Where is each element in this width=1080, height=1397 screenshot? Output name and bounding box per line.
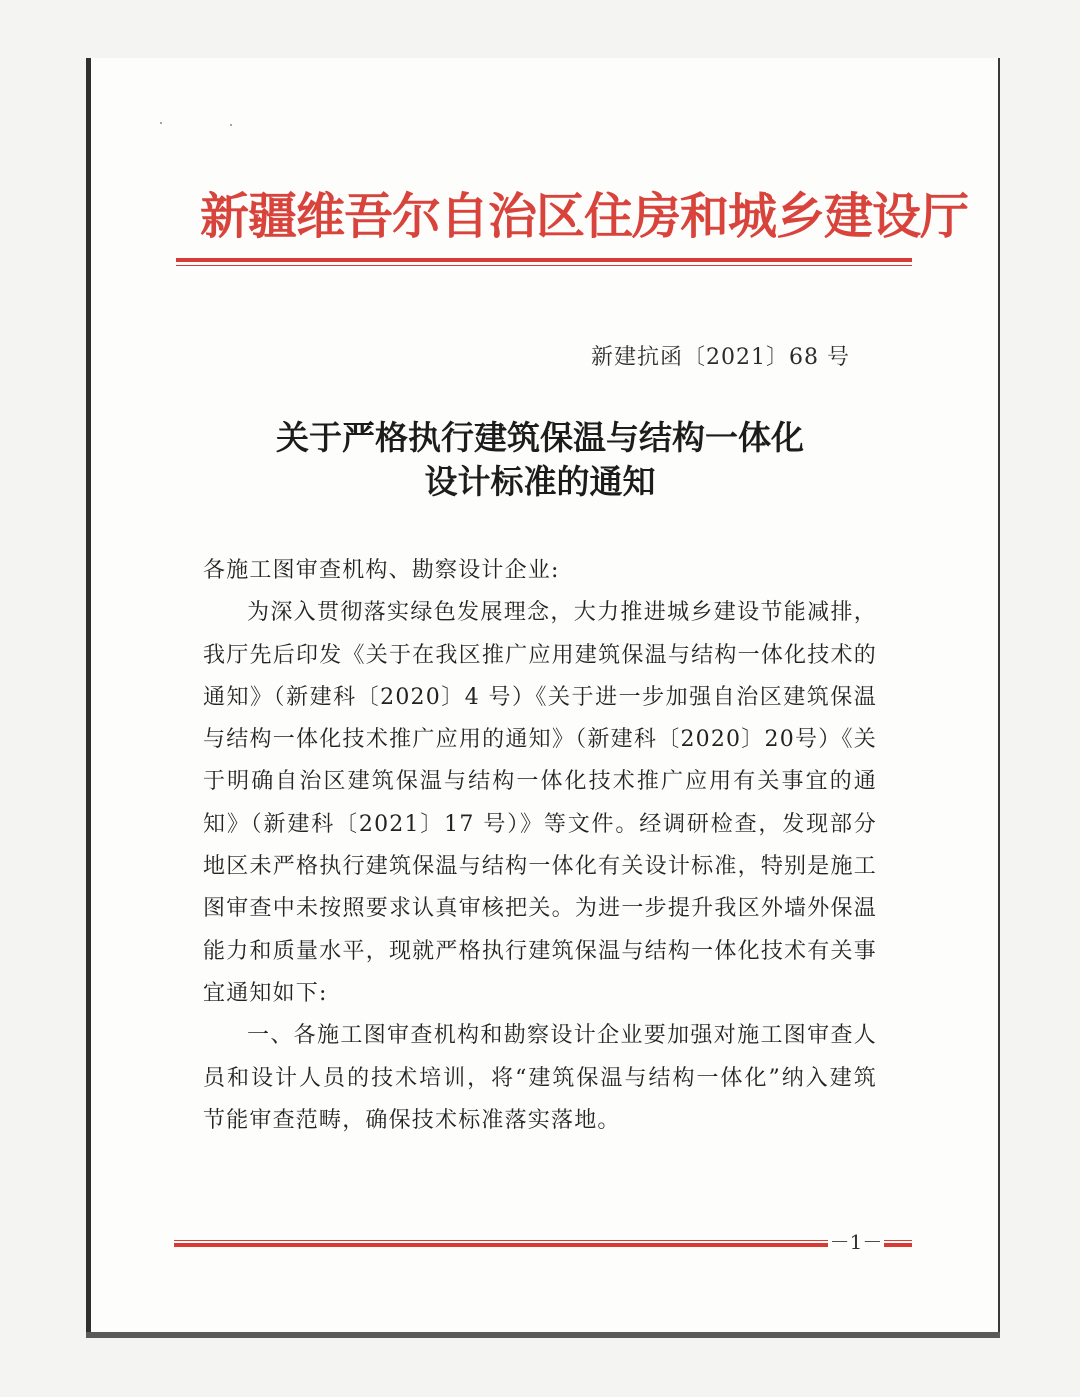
page-number: －1－ <box>828 1226 884 1255</box>
red-header-rule <box>176 258 912 266</box>
scan-speck <box>160 122 162 124</box>
salutation: 各施工图审查机构、勘察设计企业: <box>203 558 560 583</box>
body-paragraph-2: 一、各施工图审查机构和勘察设计企业要加强对施工图审查人员和设计人员的技术培训，将“建筑保温与结构一体化”纳入建筑节能审查范畴，确保技术标准落实落地。 <box>203 1023 877 1133</box>
page-left-edge <box>86 58 91 1338</box>
red-footer-rule <box>174 1240 912 1247</box>
body-paragraph-1: 为深入贯彻落实绿色发展理念，大力推进城乡建设节能减排，我厅先后印发《关于在我区推广应用建筑保温与结构一体化技术的通知》（新建科〔2020〕4 号）《关于进一步加强自治区建筑保温与结构一体化技术推广应用的通知》（新建科〔2020〕20号）《关于明确自治区建筑保温与结构一体化技术推广应用有关事宜的通知》（新建科〔2021〕17 号）》等文件。经调研检查，发现部分地区未严格执行建筑保温与结构一体化有关设计标准，特别是施工图审查中未按照要求认真审核把关。为进一步提升我区外墙外保温能力和质量水平，现就严格执行建筑保温与结构一体化技术有关事宜通知如下: <box>203 600 877 1006</box>
document-title <box>200 416 880 504</box>
document-number: 新建抗函〔2021〕68 号 <box>591 345 850 370</box>
scan-speck <box>230 124 232 126</box>
document-title-line-2: 设计标准的通知 <box>424 462 656 501</box>
page-bottom-edge <box>86 1332 1000 1338</box>
issuing-organization: 新疆维吾尔自治区住房和城乡建设厅 <box>200 187 969 245</box>
document-body <box>203 550 877 1142</box>
document-title-line-1: 关于严格执行建筑保温与结构一体化 <box>276 418 804 457</box>
